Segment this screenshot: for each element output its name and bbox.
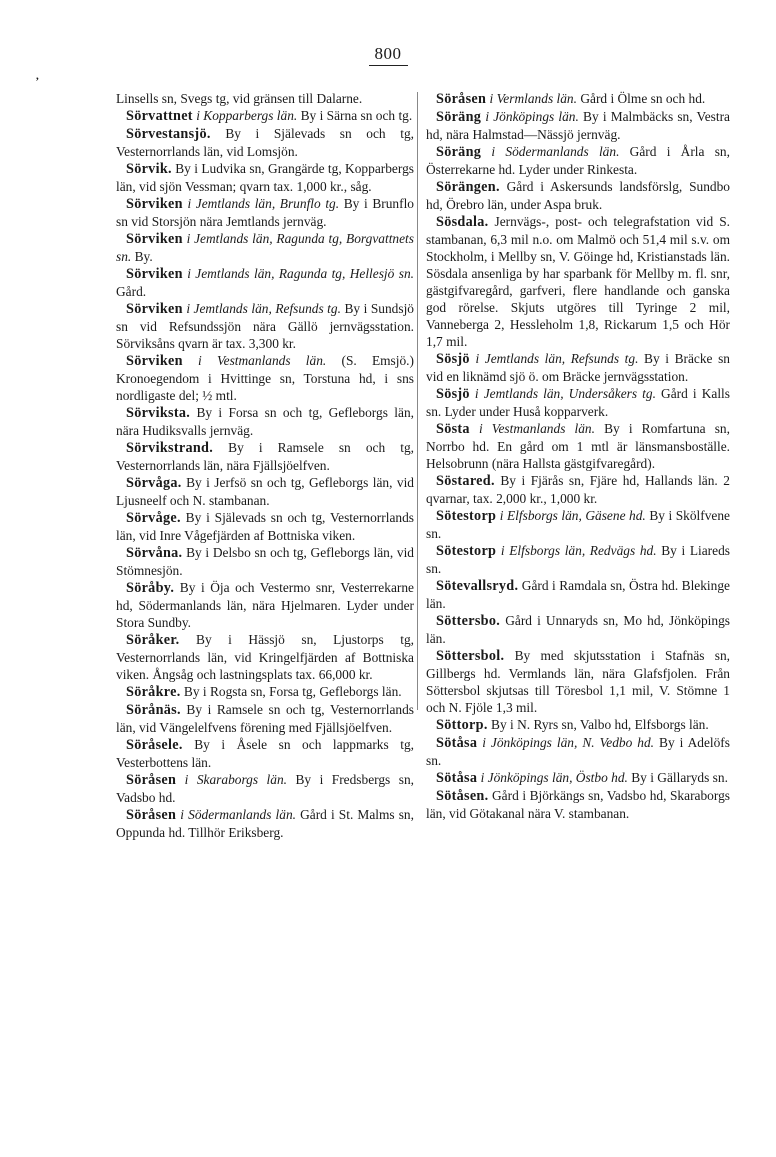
entry-body: By i Adelöfs sn. — [426, 735, 730, 768]
entry-body: Jernvägs-, post- och telegrafstation vid S. stambanan, 6,3 mil n.o. om Malmö och 51,4 mil s.v. om Stockholm, i Mellby sn, V. Göinge hd, Kristianstads län. Sösdala ansenliga by har sparbank för Mellby m. fl. snr, gästgifvaregård, garfveri, flere handlande och ganska god rörelse. Skjuts utgöres till Tyringe 2 mil, Vanneberga 2, Hessleholm 1,8, Rickarum 1,5 och Hör 1,7 mil. — [426, 214, 730, 349]
entry-headword: Söråsele. — [126, 737, 183, 753]
entry-body: By i Jerfsö sn och tg, Gefleborgs län, vid Ljusneelf och N. stambanan. — [116, 475, 414, 508]
entry-body: By i Malmbäcks sn, Vestra hd, nära Halmstad—Nässjö jernväg. — [426, 109, 730, 142]
entry-headword: Söråsen — [126, 807, 177, 823]
dictionary-entry — [426, 647, 730, 716]
entry-body: By i Ramsele sn och tg, Vesternorrlands län, nära Fjällsjöelfven. — [116, 440, 414, 473]
entry-body: Gård i Ölme sn och hd. — [580, 91, 706, 106]
dictionary-entry — [116, 474, 414, 509]
entry-body: By i Brunflo sn vid Storsjön nära Jemtlands jernväg. — [116, 196, 415, 229]
page-number-text: 800 — [369, 44, 408, 66]
entry-body: Gård i Ramdala sn, Östra hd. Blekinge län. — [426, 578, 730, 611]
entry-headword: Sötåsa — [436, 735, 478, 751]
entry-body: By i Gällaryds sn. — [631, 770, 728, 785]
entry-body: By med skjutsstation i Stafnäs sn, Gillbergs hd. Vermlands län, nära Glafsfjolen. Från Söttersbol skjutsas till Töresbol 1,1 mil, V. Stömne 1 och N. Fjöle 1,3 mil. — [426, 648, 730, 715]
dictionary-entry — [426, 90, 730, 108]
dictionary-entry — [116, 300, 414, 352]
dictionary-entry — [116, 160, 414, 195]
entry-headword: Sörvattnet — [126, 108, 193, 124]
dictionary-entry — [116, 771, 414, 806]
entry-headword: Sörvik. — [126, 161, 172, 177]
dictionary-entry — [426, 577, 730, 612]
entry-location: i Jemtlands län, Undersåkers tg. — [474, 386, 656, 401]
entry-body: By i Själevads sn och tg, Vesternorrlands län, vid Lomsjön. — [116, 126, 414, 159]
entry-body: By i Rogsta sn, Forsa tg, Gefleborgs län. — [183, 684, 402, 699]
entry-body: (S. Emsjö.) Kronoegendom i Hvittinge sn, Torstuna hd, i sns nordligaste del; ½ mtl. — [116, 353, 414, 403]
entry-body: By i N. Ryrs sn, Valbo hd, Elfsborgs län. — [491, 717, 709, 732]
entry-headword: Söttersbol. — [436, 648, 505, 664]
entry-body: By i Hässjö sn, Ljustorps tg, Vesternorrlands län, vid Kringelfjärden af Bottniska viken. Ångsåg och lastningsplats tax. 66,000 kr. — [116, 632, 414, 682]
entry-location: i Jemtlands län, Refsunds tg. — [186, 301, 341, 316]
dictionary-entry — [426, 734, 730, 769]
entry-headword: Sösdala. — [436, 214, 489, 230]
entry-headword: Sösjö — [436, 351, 470, 367]
dictionary-entry — [116, 631, 414, 683]
dictionary-entry — [426, 385, 730, 420]
dictionary-entry — [426, 787, 730, 822]
entry-body: By i Sundsjö sn vid Refsundssjön nära Gällö jernvägsstation. Sörviksåns qvarn är tax. 3,300 kr. — [116, 301, 414, 351]
entry-location: i Jönköpings län. — [485, 109, 579, 124]
entry-body: By i Fredsbergs sn, Vadsbo hd. — [116, 772, 414, 805]
entry-body: By i Forsa sn och tg, Gefleborgs län, nära Hudiksvalls jernväg. — [116, 405, 414, 438]
right-column — [426, 90, 730, 822]
dictionary-entry — [116, 90, 414, 107]
entry-location: i Elfsborgs län, Gäsene hd. — [499, 508, 646, 523]
dictionary-entry — [116, 404, 414, 439]
entry-location: i Jemtlands län, Refsunds tg. — [475, 351, 639, 366]
entry-body: By i Skölfvene sn. — [426, 508, 730, 541]
entry-headword: Söråkre. — [126, 684, 181, 700]
dictionary-entry — [426, 143, 730, 178]
entry-location: i Jemtlands län, Ragunda tg, Hellesjö sn. — [187, 266, 414, 281]
dictionary-entry — [116, 683, 414, 701]
entry-headword: Sörvåge. — [126, 510, 181, 526]
entry-headword: Söttersbo. — [436, 613, 501, 629]
entry-headword: Sötåsa — [436, 770, 478, 786]
dictionary-entry — [426, 507, 730, 542]
entry-headword: Sörvikstrand. — [126, 440, 214, 456]
entry-body: Gård i Årla sn, Österrekarne hd. Lyder under Rinkesta. — [426, 144, 730, 177]
entry-headword: Sörvestansjö. — [126, 126, 211, 142]
entry-headword: Sörviken — [126, 196, 183, 212]
entry-location: i Jönköpings län, N. Vedbo hd. — [482, 735, 655, 750]
entry-location: i Kopparbergs län. — [196, 108, 298, 123]
entry-body: By i Fjärås sn, Fjäre hd, Hallands län. 2 qvarnar, tax. 2,000 kr., 1,000 kr. — [426, 473, 730, 506]
entry-headword: Sörviken — [126, 301, 183, 317]
dictionary-entry — [116, 352, 414, 404]
dictionary-entry — [426, 108, 730, 143]
entry-body: By i Liareds sn. — [426, 543, 730, 576]
entry-location: i Jemtlands län, Ragunda tg, Borgvattnets sn. — [116, 231, 414, 264]
entry-body: By i Särna sn och tg. — [300, 108, 413, 123]
dictionary-entry — [116, 509, 414, 544]
entry-location: i Vestmanlands län. — [478, 421, 595, 436]
dictionary-entry — [426, 178, 730, 213]
entry-body: By i Delsbo sn och tg, Gefleborgs län, vid Stömnesjön. — [116, 545, 414, 578]
dictionary-entry — [426, 213, 730, 350]
page-number — [0, 44, 776, 66]
entry-headword: Söråker. — [126, 632, 180, 648]
entry-location: i Skaraborgs län. — [184, 772, 288, 787]
entry-headword: Sötåsen. — [436, 788, 489, 804]
dictionary-entry — [426, 769, 730, 787]
entry-headword: Söräng — [436, 144, 482, 160]
entry-headword: Sörängen. — [436, 179, 500, 195]
entry-location: i Elfsborgs län, Redvägs hd. — [500, 543, 657, 558]
entry-location: i Jemtlands län, Brunflo tg. — [187, 196, 340, 211]
entry-headword: Sörvåga. — [126, 475, 182, 491]
entry-body: By i Öja och Vestermo snr, Vesterrekarne hd, Södermanlands län, nära Hjelmaren. Lyder under Stora Sundby. — [116, 580, 414, 630]
dictionary-entry — [116, 439, 414, 474]
dictionary-entry — [116, 579, 414, 631]
entry-headword: Söråby. — [126, 580, 175, 596]
entry-body: Gård i Björkängs sn, Vadsbo hd, Skaraborgs län, vid Götakanal nära V. stambanan. — [426, 788, 730, 821]
dictionary-entry — [426, 472, 730, 507]
entry-body: By i Ramsele sn och tg, Vesternorrlands län, vid Vängelelfvens förening med Fjällsjöelfven. — [116, 702, 414, 735]
left-column — [116, 90, 414, 841]
entry-headword: Sötestorp — [436, 543, 497, 559]
entry-headword: Sösta — [436, 421, 470, 437]
entry-body: Gård i St. Malms sn, Oppunda hd. Tillhör Eriksberg. — [116, 807, 414, 840]
entry-headword: Sörviken — [126, 266, 183, 282]
entry-headword: Sörviken — [126, 231, 183, 247]
dictionary-entry — [426, 542, 730, 577]
entry-headword: Sörånäs. — [126, 702, 181, 718]
entry-location: i Södermanlands län. — [180, 807, 296, 822]
dictionary-entry — [116, 544, 414, 579]
entry-headword: Sörvåna. — [126, 545, 183, 561]
margin-mark: , — [36, 70, 39, 82]
entry-body: By i Ludvika sn, Grangärde tg, Kopparbergs län, vid sjön Vessman; qvarn tax. 1,000 kr., såg. — [116, 161, 414, 194]
column-divider — [417, 92, 418, 710]
entry-body: By i Själevads sn och tg, Vesternorrlands län, vid Inre Vågefjärden af Bottniska viken. — [116, 510, 414, 543]
entry-body: Gård i Unnaryds sn, Mo hd, Jönköpings län. — [426, 613, 730, 646]
dictionary-entry — [116, 125, 414, 160]
dictionary-entry — [116, 736, 414, 771]
entry-headword: Söråsen — [126, 772, 177, 788]
entry-headword: Söräng — [436, 109, 482, 125]
entry-location: i Jönköpings län, Östbo hd. — [480, 770, 628, 785]
entry-body: By i Romfartuna sn, Norrbo hd. En gård om 1 mtl är länsmansboställe. Helsobrunn (nära Hallsta gästgifvaregård). — [426, 421, 730, 471]
entry-headword: Sörviksta. — [126, 405, 191, 421]
entry-location: i Vestmanlands län. — [198, 353, 327, 368]
dictionary-entry — [116, 265, 414, 300]
dictionary-entry — [116, 230, 414, 265]
dictionary-entry — [426, 420, 730, 472]
entry-headword: Söstared. — [436, 473, 495, 489]
dictionary-entry — [116, 806, 414, 841]
entry-headword: Sötestorp — [436, 508, 497, 524]
dictionary-entry — [426, 716, 730, 734]
entry-location: i Vermlands län. — [489, 91, 577, 106]
dictionary-entry — [426, 350, 730, 385]
entry-headword: Söråsen — [436, 91, 487, 107]
entry-body: By i Åsele sn och lappmarks tg, Vesterbottens län. — [116, 737, 414, 770]
dictionary-entry — [426, 612, 730, 647]
entry-headword: Söttorp. — [436, 717, 488, 733]
entry-body: Gård i Kalls sn. Lyder under Huså kopparverk. — [426, 386, 730, 419]
entry-body: By i Bräcke sn vid en liknämd sjö ö. om Bräcke jernvägsstation. — [426, 351, 730, 384]
entry-headword: Sötevallsryd. — [436, 578, 519, 594]
entry-body: By. — [134, 249, 153, 264]
dictionary-entry — [116, 195, 414, 230]
entry-body: Gård i Askersunds landsförslg, Sundbo hd, Örebro län, under Aspa bruk. — [426, 179, 730, 212]
dictionary-entry — [116, 107, 414, 125]
entry-body: Gård. — [116, 284, 147, 299]
dictionary-entry — [116, 701, 414, 736]
entry-headword: Sörviken — [126, 353, 183, 369]
entry-headword: Sösjö — [436, 386, 470, 402]
entry-location: i Södermanlands län. — [491, 144, 620, 159]
entry-body: Linsells sn, Svegs tg, vid gränsen till Dalarne. — [116, 91, 363, 106]
